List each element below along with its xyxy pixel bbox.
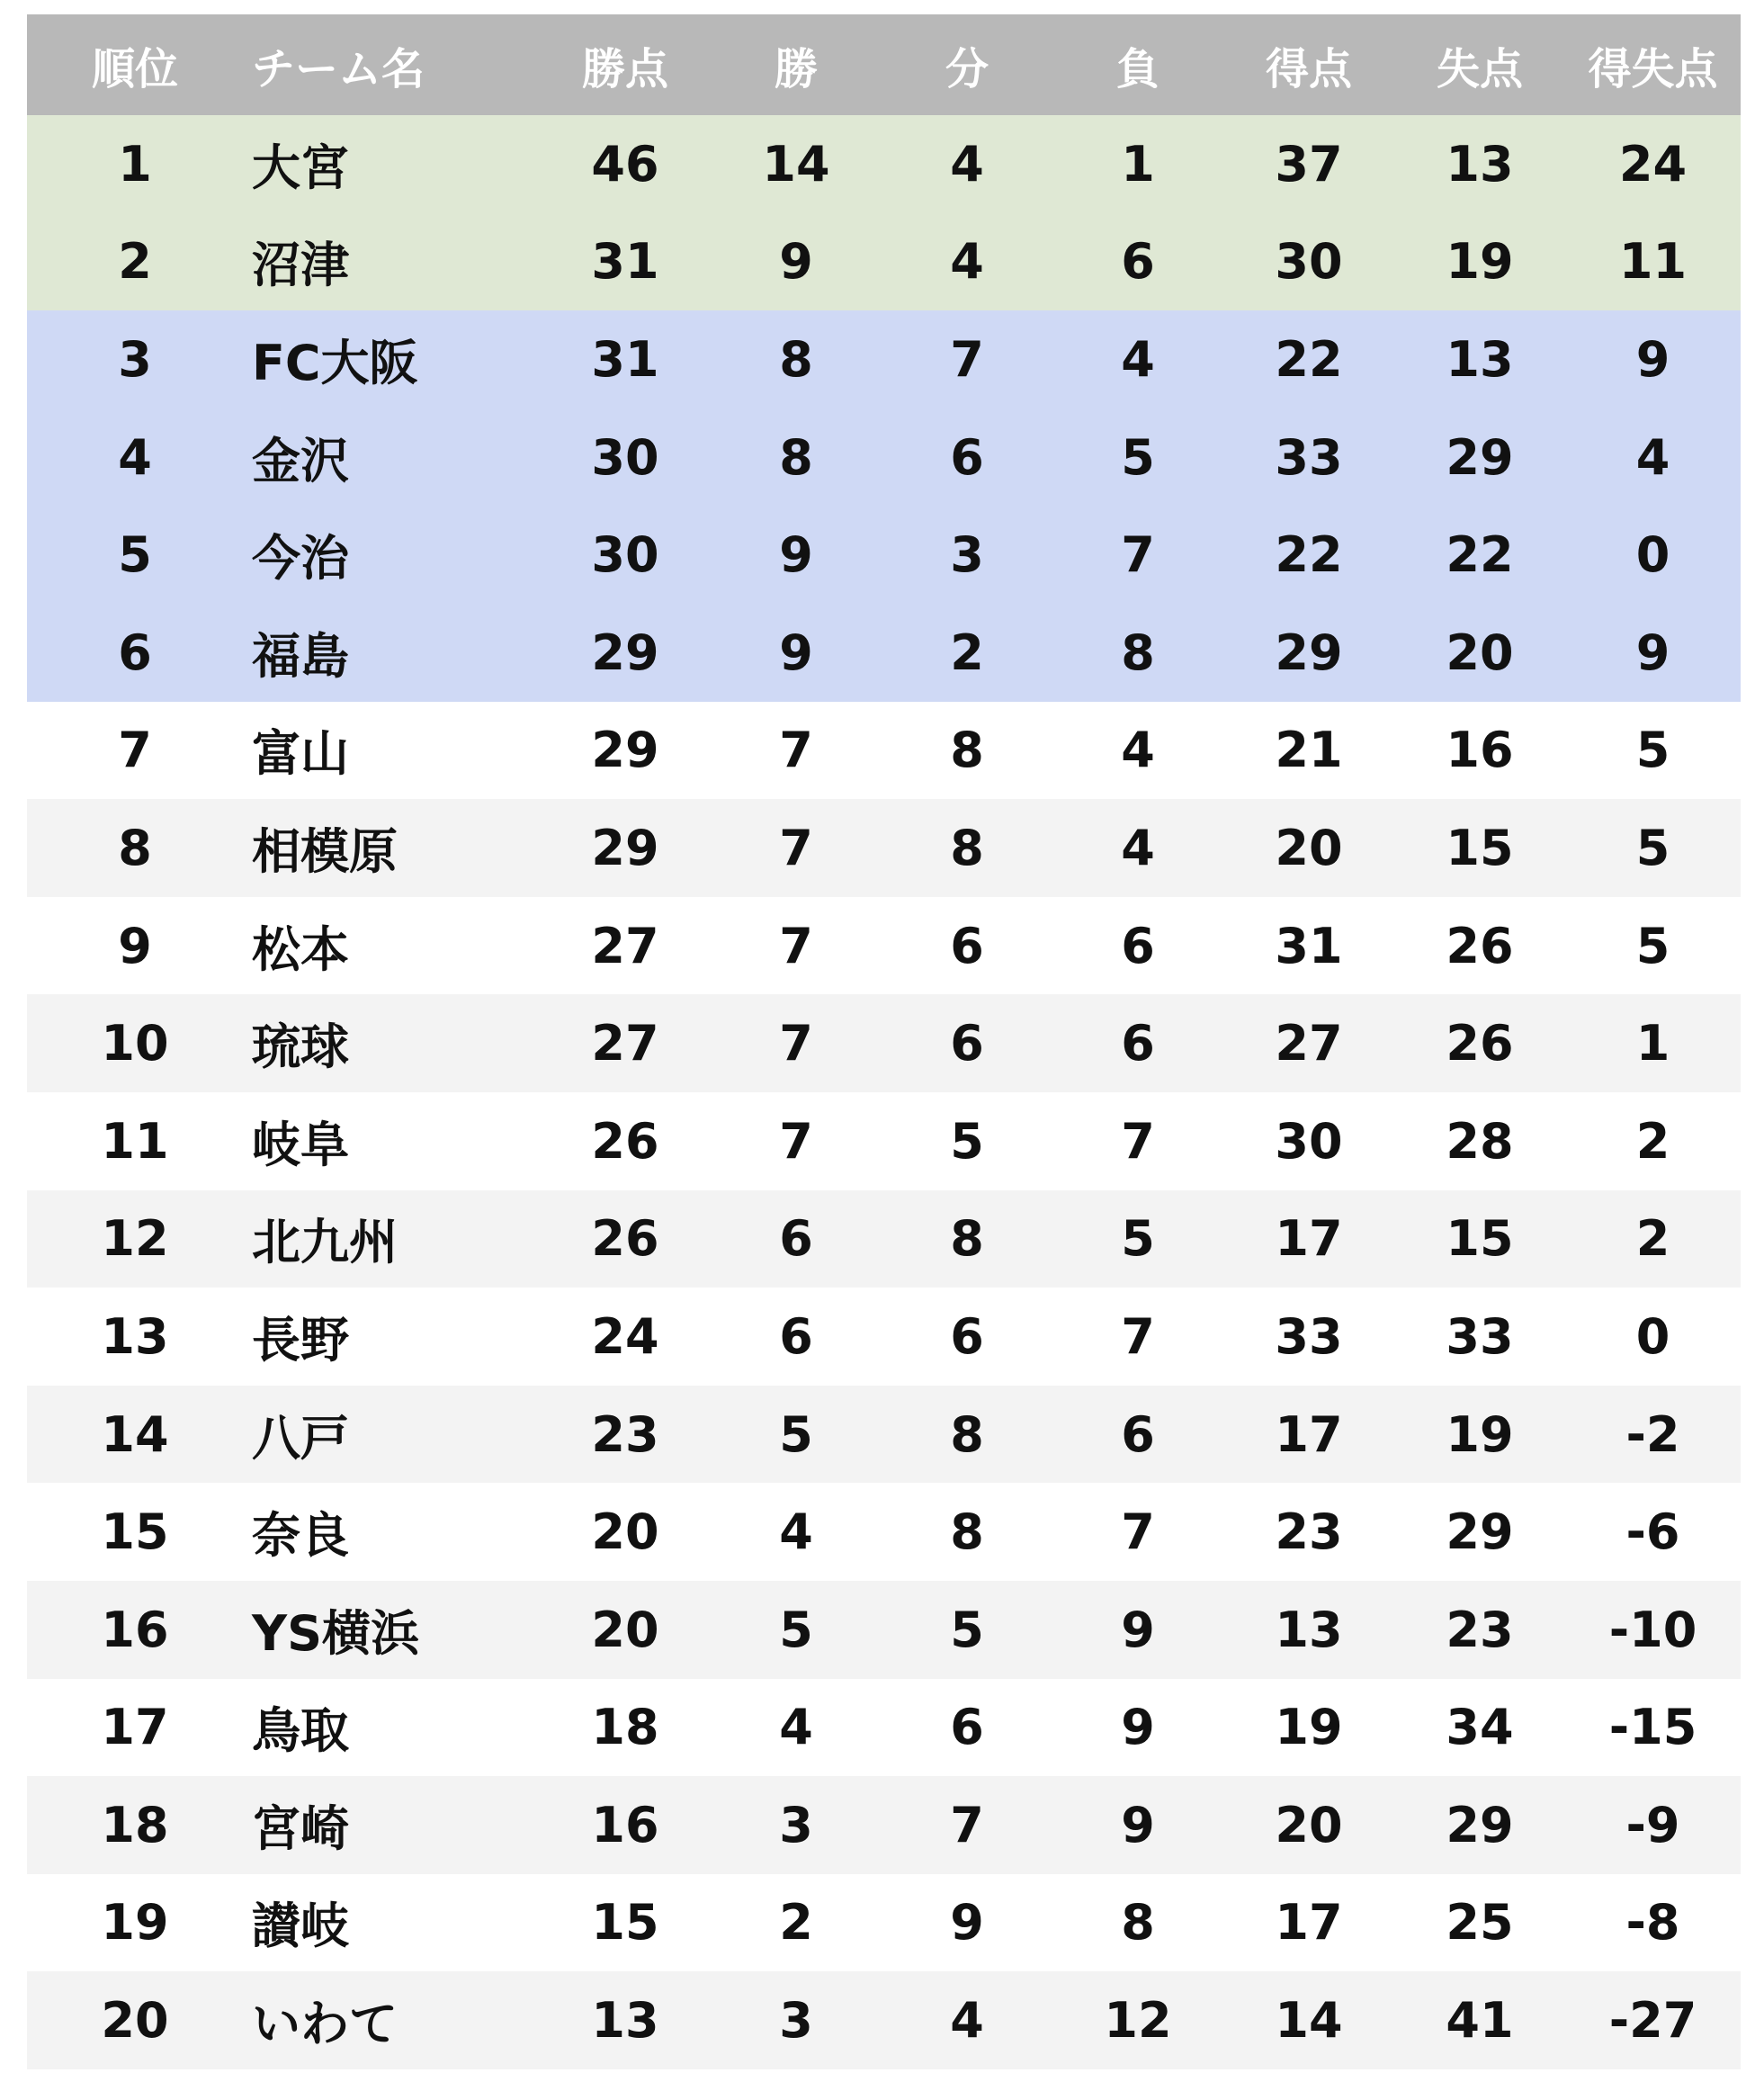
cell-goal-diff: 5 <box>1635 819 1670 876</box>
cell-draws: 7 <box>950 330 984 388</box>
header-draws: 分 <box>945 43 989 94</box>
cell-losses: 7 <box>1121 526 1155 584</box>
header-goal-diff: 得失点 <box>1588 43 1718 94</box>
cell-rank: 9 <box>118 917 152 974</box>
cell-points: 16 <box>591 1796 659 1853</box>
cell-goal-diff: 0 <box>1635 1307 1670 1365</box>
cell-draws: 5 <box>950 1112 984 1170</box>
cell-team: YS横浜 <box>252 1604 419 1662</box>
table-row <box>27 1874 1741 1972</box>
table-row <box>27 1190 1741 1288</box>
cell-rank: 12 <box>101 1210 169 1268</box>
cell-team: 富山 <box>252 725 349 783</box>
cell-rank: 15 <box>101 1503 169 1561</box>
cell-goals-against: 28 <box>1446 1112 1514 1170</box>
cell-goals-against: 13 <box>1446 135 1514 193</box>
table-row <box>27 799 1741 897</box>
cell-goals-for: 20 <box>1275 819 1343 876</box>
cell-losses: 9 <box>1121 1796 1155 1853</box>
cell-points: 13 <box>591 1992 659 2050</box>
cell-goal-diff: -8 <box>1625 1894 1680 1952</box>
cell-points: 31 <box>591 233 659 291</box>
cell-team: 金沢 <box>252 432 349 489</box>
cell-goal-diff: 5 <box>1635 917 1670 974</box>
cell-goals-for: 29 <box>1275 624 1343 681</box>
cell-draws: 6 <box>950 917 984 974</box>
cell-goals-against: 33 <box>1446 1307 1514 1365</box>
cell-goal-diff: 24 <box>1618 135 1688 193</box>
cell-wins: 6 <box>779 1307 813 1365</box>
cell-points: 15 <box>591 1894 659 1952</box>
cell-team: いわて <box>252 1996 398 2053</box>
header-goals-for: 得点 <box>1265 43 1352 94</box>
cell-rank: 20 <box>101 1992 169 2050</box>
cell-losses: 4 <box>1121 819 1155 876</box>
cell-wins: 4 <box>779 1699 813 1756</box>
cell-goal-diff: 4 <box>1635 428 1670 486</box>
cell-goal-diff: 9 <box>1635 330 1670 388</box>
cell-goals-against: 20 <box>1446 624 1514 681</box>
cell-draws: 6 <box>950 428 984 486</box>
cell-goal-diff: 2 <box>1635 1112 1670 1170</box>
cell-draws: 6 <box>950 1307 984 1365</box>
cell-wins: 7 <box>779 1112 813 1170</box>
cell-goal-diff: -9 <box>1625 1796 1680 1853</box>
cell-goals-against: 22 <box>1446 526 1514 584</box>
cell-draws: 6 <box>950 1015 984 1072</box>
table-row <box>27 1776 1741 1874</box>
cell-losses: 12 <box>1104 1992 1172 2050</box>
cell-goals-against: 15 <box>1446 1210 1514 1268</box>
table-row <box>27 1386 1741 1484</box>
cell-team: 今治 <box>252 530 349 588</box>
cell-goals-for: 22 <box>1275 330 1343 388</box>
cell-points: 27 <box>591 1015 659 1072</box>
cell-team: 松本 <box>252 920 349 978</box>
table-row <box>27 1679 1741 1777</box>
cell-rank: 13 <box>101 1307 169 1365</box>
cell-goal-diff: 0 <box>1635 526 1670 584</box>
cell-goal-diff: -6 <box>1625 1503 1680 1561</box>
cell-losses: 6 <box>1121 917 1155 974</box>
cell-goals-for: 17 <box>1275 1894 1343 1952</box>
cell-rank: 3 <box>118 330 152 388</box>
cell-rank: 8 <box>118 819 152 876</box>
header-points: 勝点 <box>581 43 668 94</box>
table-row <box>27 1581 1741 1679</box>
cell-goals-for: 17 <box>1275 1405 1343 1463</box>
cell-rank: 16 <box>101 1601 169 1658</box>
cell-wins: 5 <box>779 1601 813 1658</box>
cell-goals-against: 15 <box>1446 819 1514 876</box>
table-row <box>27 994 1741 1092</box>
table-row <box>27 1092 1741 1190</box>
cell-goal-diff: 2 <box>1635 1210 1670 1268</box>
cell-wins: 7 <box>779 722 813 779</box>
cell-goals-against: 26 <box>1446 917 1514 974</box>
cell-goal-diff: -2 <box>1625 1405 1680 1463</box>
cell-points: 46 <box>591 135 659 193</box>
cell-losses: 7 <box>1121 1503 1155 1561</box>
cell-team: 鳥取 <box>252 1702 349 1760</box>
cell-points: 26 <box>591 1112 659 1170</box>
cell-wins: 9 <box>779 526 813 584</box>
cell-draws: 8 <box>950 1405 984 1463</box>
cell-team: 北九州 <box>252 1214 398 1271</box>
cell-goals-for: 23 <box>1275 1503 1343 1561</box>
header-rank: 順位 <box>91 43 178 94</box>
table-row <box>27 310 1741 408</box>
cell-rank: 5 <box>118 526 152 584</box>
cell-points: 30 <box>591 526 659 584</box>
cell-losses: 1 <box>1121 135 1155 193</box>
cell-draws: 2 <box>950 624 984 681</box>
cell-wins: 5 <box>779 1405 813 1463</box>
cell-points: 24 <box>591 1307 659 1365</box>
cell-goals-against: 29 <box>1446 1796 1514 1853</box>
cell-draws: 5 <box>950 1601 984 1658</box>
cell-points: 23 <box>591 1405 659 1463</box>
cell-goals-for: 22 <box>1275 526 1343 584</box>
cell-goals-for: 33 <box>1275 1307 1343 1365</box>
cell-rank: 11 <box>101 1112 169 1170</box>
standings-table <box>27 14 1741 2069</box>
cell-rank: 4 <box>118 428 152 486</box>
cell-team: 大宮 <box>252 139 349 196</box>
header-row <box>27 14 1741 115</box>
cell-losses: 5 <box>1121 428 1155 486</box>
cell-goal-diff: 11 <box>1618 233 1688 291</box>
cell-goals-against: 13 <box>1446 330 1514 388</box>
cell-team: 岐阜 <box>252 1116 349 1173</box>
table-row <box>27 897 1741 995</box>
cell-goals-for: 21 <box>1275 722 1343 779</box>
cell-team: 讃岐 <box>252 1898 349 1955</box>
cell-draws: 8 <box>950 1503 984 1561</box>
cell-goals-for: 13 <box>1275 1601 1343 1658</box>
table-row <box>27 408 1741 507</box>
standings-body <box>27 115 1741 2069</box>
cell-losses: 5 <box>1121 1210 1155 1268</box>
cell-goal-diff: -27 <box>1608 1992 1697 2050</box>
cell-goals-against: 29 <box>1446 1503 1514 1561</box>
cell-draws: 8 <box>950 819 984 876</box>
cell-goals-for: 37 <box>1275 135 1343 193</box>
cell-wins: 9 <box>779 233 813 291</box>
cell-rank: 7 <box>118 722 152 779</box>
cell-goals-against: 23 <box>1446 1601 1514 1658</box>
cell-points: 31 <box>591 330 659 388</box>
cell-goal-diff: 1 <box>1635 1015 1670 1072</box>
cell-wins: 3 <box>779 1796 813 1853</box>
header-wins: 勝 <box>774 43 818 94</box>
cell-rank: 1 <box>118 135 152 193</box>
cell-rank: 2 <box>118 233 152 291</box>
header-team: チーム名 <box>252 43 425 94</box>
cell-losses: 4 <box>1121 330 1155 388</box>
cell-team: 宮崎 <box>252 1799 349 1857</box>
header-goals-against: 失点 <box>1436 43 1523 94</box>
cell-team: 奈良 <box>252 1507 349 1565</box>
cell-draws: 7 <box>950 1796 984 1853</box>
cell-wins: 7 <box>779 917 813 974</box>
cell-goals-for: 17 <box>1275 1210 1343 1268</box>
cell-goals-for: 27 <box>1275 1015 1343 1072</box>
cell-losses: 6 <box>1121 233 1155 291</box>
table-row <box>27 1288 1741 1386</box>
cell-team: FC大阪 <box>252 334 418 391</box>
cell-wins: 7 <box>779 1015 813 1072</box>
cell-goals-for: 30 <box>1275 233 1343 291</box>
cell-points: 29 <box>591 819 659 876</box>
cell-goals-against: 26 <box>1446 1015 1514 1072</box>
cell-draws: 8 <box>950 722 984 779</box>
cell-team: 長野 <box>252 1311 349 1369</box>
cell-rank: 10 <box>101 1015 169 1072</box>
cell-losses: 6 <box>1121 1405 1155 1463</box>
cell-draws: 6 <box>950 1699 984 1756</box>
cell-goal-diff: 5 <box>1635 722 1670 779</box>
cell-goals-against: 19 <box>1446 233 1514 291</box>
cell-goal-diff: -10 <box>1608 1601 1697 1658</box>
cell-goals-against: 25 <box>1446 1894 1514 1952</box>
table-row <box>27 604 1741 702</box>
cell-goals-for: 30 <box>1275 1112 1343 1170</box>
cell-losses: 7 <box>1121 1112 1155 1170</box>
cell-goals-against: 29 <box>1446 428 1514 486</box>
cell-losses: 9 <box>1121 1699 1155 1756</box>
header-losses: 負 <box>1115 43 1160 94</box>
table-row <box>27 506 1741 604</box>
cell-draws: 8 <box>950 1210 984 1268</box>
cell-rank: 14 <box>101 1405 169 1463</box>
cell-goals-for: 14 <box>1275 1992 1343 2050</box>
cell-points: 27 <box>591 917 659 974</box>
cell-goals-for: 31 <box>1275 917 1343 974</box>
cell-draws: 4 <box>950 233 984 291</box>
table-row <box>27 115 1741 213</box>
cell-goals-against: 19 <box>1446 1405 1514 1463</box>
cell-wins: 6 <box>779 1210 813 1268</box>
cell-goal-diff: 9 <box>1635 624 1670 681</box>
cell-goals-for: 19 <box>1275 1699 1343 1756</box>
cell-team: 相模原 <box>252 822 398 880</box>
cell-draws: 9 <box>950 1894 984 1952</box>
cell-points: 18 <box>591 1699 659 1756</box>
table-row <box>27 1483 1741 1581</box>
table-row <box>27 1971 1741 2069</box>
cell-points: 20 <box>591 1601 659 1658</box>
cell-points: 30 <box>591 428 659 486</box>
cell-losses: 9 <box>1121 1601 1155 1658</box>
cell-draws: 4 <box>950 135 984 193</box>
cell-losses: 6 <box>1121 1015 1155 1072</box>
cell-losses: 7 <box>1121 1307 1155 1365</box>
cell-points: 26 <box>591 1210 659 1268</box>
cell-wins: 4 <box>779 1503 813 1561</box>
cell-points: 29 <box>591 624 659 681</box>
cell-goals-against: 16 <box>1446 722 1514 779</box>
cell-wins: 2 <box>779 1894 813 1952</box>
cell-team: 八戸 <box>252 1409 349 1467</box>
cell-wins: 8 <box>779 428 813 486</box>
cell-rank: 6 <box>118 624 152 681</box>
cell-goal-diff: -15 <box>1608 1699 1697 1756</box>
cell-wins: 9 <box>779 624 813 681</box>
cell-wins: 7 <box>779 819 813 876</box>
cell-goals-for: 33 <box>1275 428 1343 486</box>
cell-rank: 17 <box>101 1699 169 1756</box>
cell-losses: 4 <box>1121 722 1155 779</box>
cell-draws: 3 <box>950 526 984 584</box>
cell-draws: 4 <box>950 1992 984 2050</box>
cell-team: 福島 <box>252 627 349 685</box>
cell-goals-against: 41 <box>1446 1992 1514 2050</box>
cell-goals-for: 20 <box>1275 1796 1343 1853</box>
cell-losses: 8 <box>1121 624 1155 681</box>
cell-wins: 3 <box>779 1992 813 2050</box>
cell-losses: 8 <box>1121 1894 1155 1952</box>
cell-rank: 18 <box>101 1796 169 1853</box>
cell-wins: 8 <box>779 330 813 388</box>
cell-goals-against: 34 <box>1446 1699 1514 1756</box>
cell-rank: 19 <box>101 1894 169 1952</box>
cell-team: 沼津 <box>252 237 349 294</box>
table-row <box>27 702 1741 800</box>
cell-wins: 14 <box>762 135 830 193</box>
table-row <box>27 213 1741 311</box>
cell-team: 琉球 <box>252 1019 349 1076</box>
cell-points: 20 <box>591 1503 659 1561</box>
cell-points: 29 <box>591 722 659 779</box>
